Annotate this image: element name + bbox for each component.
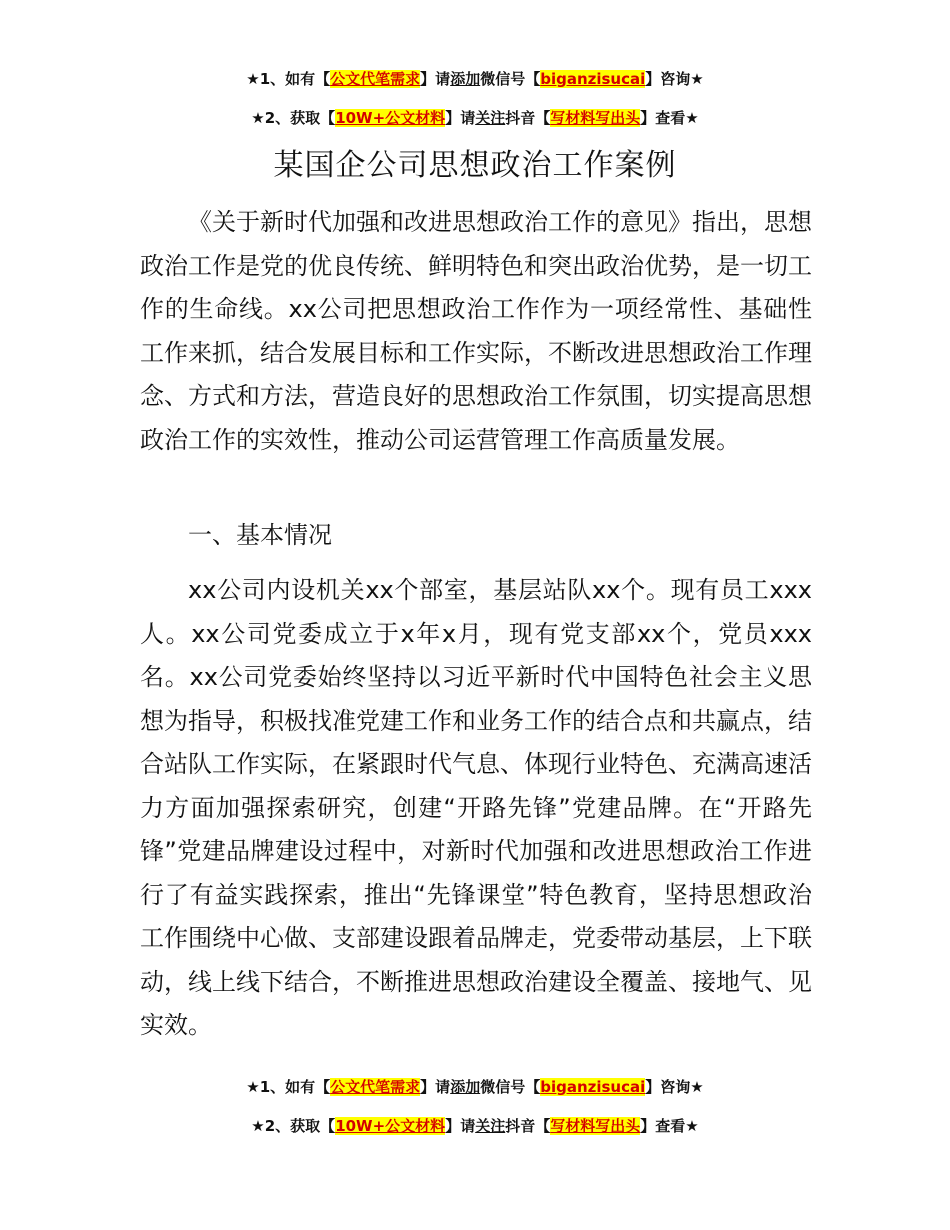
- intro-section: [140, 201, 812, 462]
- section1-paragraph: xx公司内设机关xx个部室，基层站队xx个。现有员工xxx人。xx公司党委成立于x年x月，现有党支部xx个，党员xxx名。xx公司党委始终坚持以习近平新时代中国特色社会主义思想为指导，积极找准党建工作和业务工作的结合点和共赢点，结合站队工作实际，在紧跟时代气息、体现行业特色、充满高速活力方面加强探索研究，创建“开路先锋”党建品牌。在“开路先锋”党建品牌建设过程中，对新时代加强和改进思想政治工作进行了有益实践探索，推出“先锋课堂”特色教育，坚持思想政治工作围绕中心做、支部建设跟着品牌走，党委带动基层，上下联动，线上线下结合，不断推进思想政治建设全覆盖、接地气、见实效。: [140, 576, 812, 1039]
- footer-line1-emphasis: 添加: [450, 1078, 481, 1096]
- header-ad-line-1: [0, 68, 950, 90]
- footer-line1-suffix: 】咨询★: [645, 1078, 704, 1096]
- header-line2-highlight-materials: 10W+公文材料: [335, 109, 446, 127]
- footer-line2-emphasis: 关注: [475, 1117, 506, 1135]
- footer-line2-prefix: ★2、获取【: [251, 1117, 336, 1135]
- footer-line1-highlight-wechat-id: biganzisucai: [540, 1078, 646, 1096]
- document-title: 某国企公司思想政治工作案例: [273, 148, 677, 183]
- footer-ad-line-1: [0, 1076, 950, 1098]
- header-line1-highlight-wechat-id: biganzisucai: [540, 70, 646, 88]
- section-heading-basic-info: 一、基本情况: [188, 521, 332, 549]
- header-line2-suffix: 】查看★: [640, 109, 699, 127]
- header-line2-highlight-douyin-id: 写材料写出头: [550, 109, 641, 127]
- header-line2-emphasis: 关注: [475, 109, 506, 127]
- footer-line2-suffix: 】查看★: [640, 1117, 699, 1135]
- footer-line1-mid: 】请: [420, 1078, 451, 1096]
- footer-line2-mid: 】请: [445, 1117, 476, 1135]
- header-line1-suffix: 】咨询★: [645, 70, 704, 88]
- header-ad-line-2: [0, 107, 950, 129]
- header-line1-mid: 】请: [420, 70, 451, 88]
- section-basic-info: [140, 569, 812, 1048]
- header-line2-prefix: ★2、获取【: [251, 109, 336, 127]
- header-line1-highlight-service: 公文代笔需求: [330, 70, 421, 88]
- header-line1-prefix: ★1、如有【: [246, 70, 331, 88]
- footer-line2-highlight-douyin-id: 写材料写出头: [550, 1117, 641, 1135]
- footer-ad-line-2: [0, 1115, 950, 1137]
- intro-paragraph: 《关于新时代加强和改进思想政治工作的意见》指出，思想政治工作是党的优良传统、鲜明特色和突出政治优势，是一切工作的生命线。xx公司把思想政治工作作为一项经常性、基础性工作来抓，结合发展目标和工作实际，不断改进思想政治工作理念、方式和方法，营造良好的思想政治工作氛围，切实提高思想政治工作的实效性，推动公司运营管理工作高质量发展。: [140, 208, 812, 454]
- footer-line1-prefix: ★1、如有【: [246, 1078, 331, 1096]
- footer-line1-highlight-service: 公文代笔需求: [330, 1078, 421, 1096]
- header-line2-mid2: 抖音【: [505, 109, 551, 127]
- footer-line1-mid2: 微信号【: [480, 1078, 541, 1096]
- header-line2-mid: 】请: [445, 109, 476, 127]
- footer-line2-highlight-materials: 10W+公文材料: [335, 1117, 446, 1135]
- header-line1-mid2: 微信号【: [480, 70, 541, 88]
- header-line1-emphasis: 添加: [450, 70, 481, 88]
- footer-line2-mid2: 抖音【: [505, 1117, 551, 1135]
